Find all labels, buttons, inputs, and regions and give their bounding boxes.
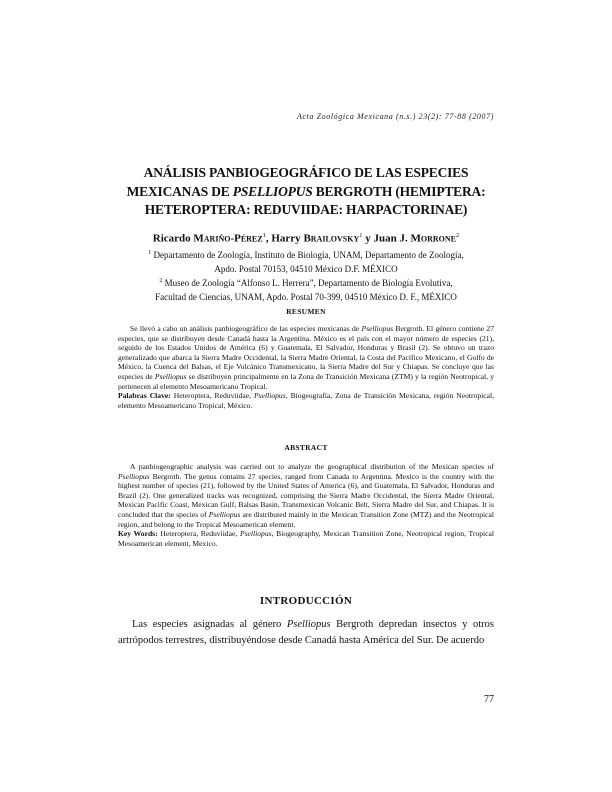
author-1-affil: 1 bbox=[262, 232, 266, 239]
author-1-last: Mariño-Pérez bbox=[193, 232, 263, 245]
author-2-first: Harry bbox=[271, 232, 304, 245]
resumen-keywords bbox=[118, 391, 494, 410]
introduction-body bbox=[118, 617, 494, 648]
author-sep-2: y bbox=[362, 232, 374, 245]
title-line-3: HETEROPTERA: REDUVIIDAE: HARPACTORINAE) bbox=[144, 202, 468, 217]
title-line-2-post: BERGROTH (HEMIPTERA: bbox=[312, 183, 486, 199]
abstract-keywords-1: Heteroptera, Reduviidae, bbox=[157, 529, 240, 539]
title-line-1: ANÁLISIS PANBIOGEOGRÁFICO DE LAS ESPECIES bbox=[143, 165, 469, 180]
resumen-keywords-1: Heteroptera, Reduviidae, bbox=[170, 391, 255, 401]
intro-genus: Pselliopus bbox=[286, 619, 331, 630]
affiliation-1-line-1 bbox=[100, 246, 512, 262]
introduction-paragraph bbox=[118, 617, 494, 648]
abstract-genus-2: Pselliopus bbox=[208, 509, 241, 519]
page-number: 77 bbox=[484, 694, 494, 705]
journal-reference: Acta Zoológica Mexicana (n.s.) 23(2): 77-88 (2007) bbox=[296, 112, 494, 121]
abstract-keywords-label: Key Words: bbox=[118, 529, 158, 539]
abstract-heading: ABSTRACT bbox=[284, 443, 328, 452]
affiliation-2-text-1: Museo de Zoología “Alfonso L. Herrera”, Departamento de Biología Evolutiva, bbox=[162, 278, 453, 288]
abstract-body bbox=[118, 462, 494, 548]
article-title bbox=[110, 164, 502, 220]
author-3-affil: 2 bbox=[455, 232, 460, 239]
abstract-keywords bbox=[118, 529, 494, 548]
affiliation-2-marker: 2 bbox=[159, 278, 163, 284]
resumen-text-3: se distribuyen principalmente en la Zona de Transición Mexicana (ZTM) y la región Neotropical, y pertenecen al elemento Mesoamericano Tropical. bbox=[118, 371, 494, 391]
abstract-text-2: Bergroth. The genus contains 27 species, ranged from Canada to Argentina. Mexico is the country with the highest number of species (21), followed by the United States of America (6), and Guatemala, El Salvador, Honduras and Brazil (2). One generalized tracks was recognized, comprising the Sierra Madre Occidental, the Sierra Madre Oriental, Mexican Pacific Coast, Mexican Gulf, Balsas Basin, Transmexican Volcanic Belt, Sierra Madre del Sur, and Chiapas. It is concluded that the species of bbox=[118, 471, 494, 519]
affiliation-1 bbox=[100, 246, 512, 276]
abstract-text-3: are distributed mainly in the Mexican Transition Zone (MTZ) and the Neotropical region, and belong to the Tropical Mesoamerican element. bbox=[118, 509, 494, 529]
title-line-2 bbox=[110, 183, 502, 202]
author-2-last: Brailovsky bbox=[303, 232, 360, 245]
author-1-first: Ricardo bbox=[152, 232, 194, 245]
introduction-heading: INTRODUCCIÓN bbox=[259, 595, 353, 607]
resumen-heading: RESUMEN bbox=[286, 307, 326, 316]
abstract-keywords-2: , Biogeography, Mexican Transition Zone, Neotropical region, Tropical Mesoamerican element, Mexico. bbox=[118, 529, 494, 548]
resumen-text-2: Bergroth. El género contiene 27 especies, que se distribuyen desde Canadá hasta la Argentina. México es el país con el mayor número de especies (21), seguido de los Estados Unidos de América (6) y Guatemala, El Salvador, Honduras y Brasil (2). Se obtuvo un trazo generalizado que abarca la Sierra Madre Occidental, la Sierra Madre Oriental, la Costa del Pacífico Mexicano, el Golfo de México, la Cuenca del Balsas, el Eje Volcánico Transmexicano, la Sierra Madre del Sur y Chiapas. Se concluye que las especies de bbox=[118, 324, 494, 381]
author-3-first: Juan J. bbox=[373, 232, 411, 245]
title-line-2-pre: MEXICANAS DE bbox=[126, 183, 233, 199]
author-3-last: Morrone bbox=[410, 232, 456, 245]
title-genus: PSELLIOPUS bbox=[232, 183, 313, 199]
resumen-keywords-2: , Biogeografía, Zona de Transición Mexicana, región Neotropical, elemento Mesoamericano Tropical, México. bbox=[118, 391, 494, 410]
resumen-genus-1: Pselliopus bbox=[361, 324, 394, 333]
resumen-genus-2: Pselliopus bbox=[154, 371, 187, 381]
intro-text-2: Bergroth depredan insectos y otros artrópodos terrestres, distribuyéndose desde Canadá hasta América del Sur. De acuerdo bbox=[118, 619, 494, 646]
abstract-keywords-genus: Pselliopus bbox=[239, 529, 272, 539]
affiliation-1-marker: 1 bbox=[148, 250, 152, 256]
abstract-text-1: A panbiogeographic analysis was carried out to analyze the geographical distribution of the Mexican species of bbox=[130, 462, 494, 471]
resumen-paragraph bbox=[118, 324, 494, 391]
abstract-genus-1: Pselliopus bbox=[118, 471, 150, 481]
author-2-affil: 1 bbox=[359, 232, 363, 239]
affiliation-2-line-2: Facultad de Ciencias, UNAM, Apdo. Postal 70-399, 04510 México D. F., MÉXICO bbox=[155, 292, 457, 302]
intro-text-1: Las especies asignadas al género bbox=[132, 619, 287, 630]
abstract-paragraph bbox=[118, 462, 494, 529]
affiliation-2 bbox=[100, 274, 512, 304]
resumen-text-1: Se llevó a cabo un análisis panbiogeográfico de las especies mexicanas de bbox=[130, 324, 362, 333]
affiliation-2-line-1 bbox=[100, 274, 512, 290]
affiliation-1-line-2: Apdo. Postal 70153, 04510 México D.F. MÉXICO bbox=[214, 264, 398, 274]
author-list bbox=[100, 232, 512, 245]
resumen-keywords-label: Palabras Clave: bbox=[118, 391, 171, 401]
resumen-keywords-genus: Pselliopus bbox=[254, 391, 286, 401]
affiliation-1-text-1: Departamento de Zoología, Instituto de Biología, UNAM, Departamento de Zoología, bbox=[151, 250, 464, 260]
author-sep-1: , bbox=[265, 232, 272, 245]
resumen-body bbox=[118, 324, 494, 410]
